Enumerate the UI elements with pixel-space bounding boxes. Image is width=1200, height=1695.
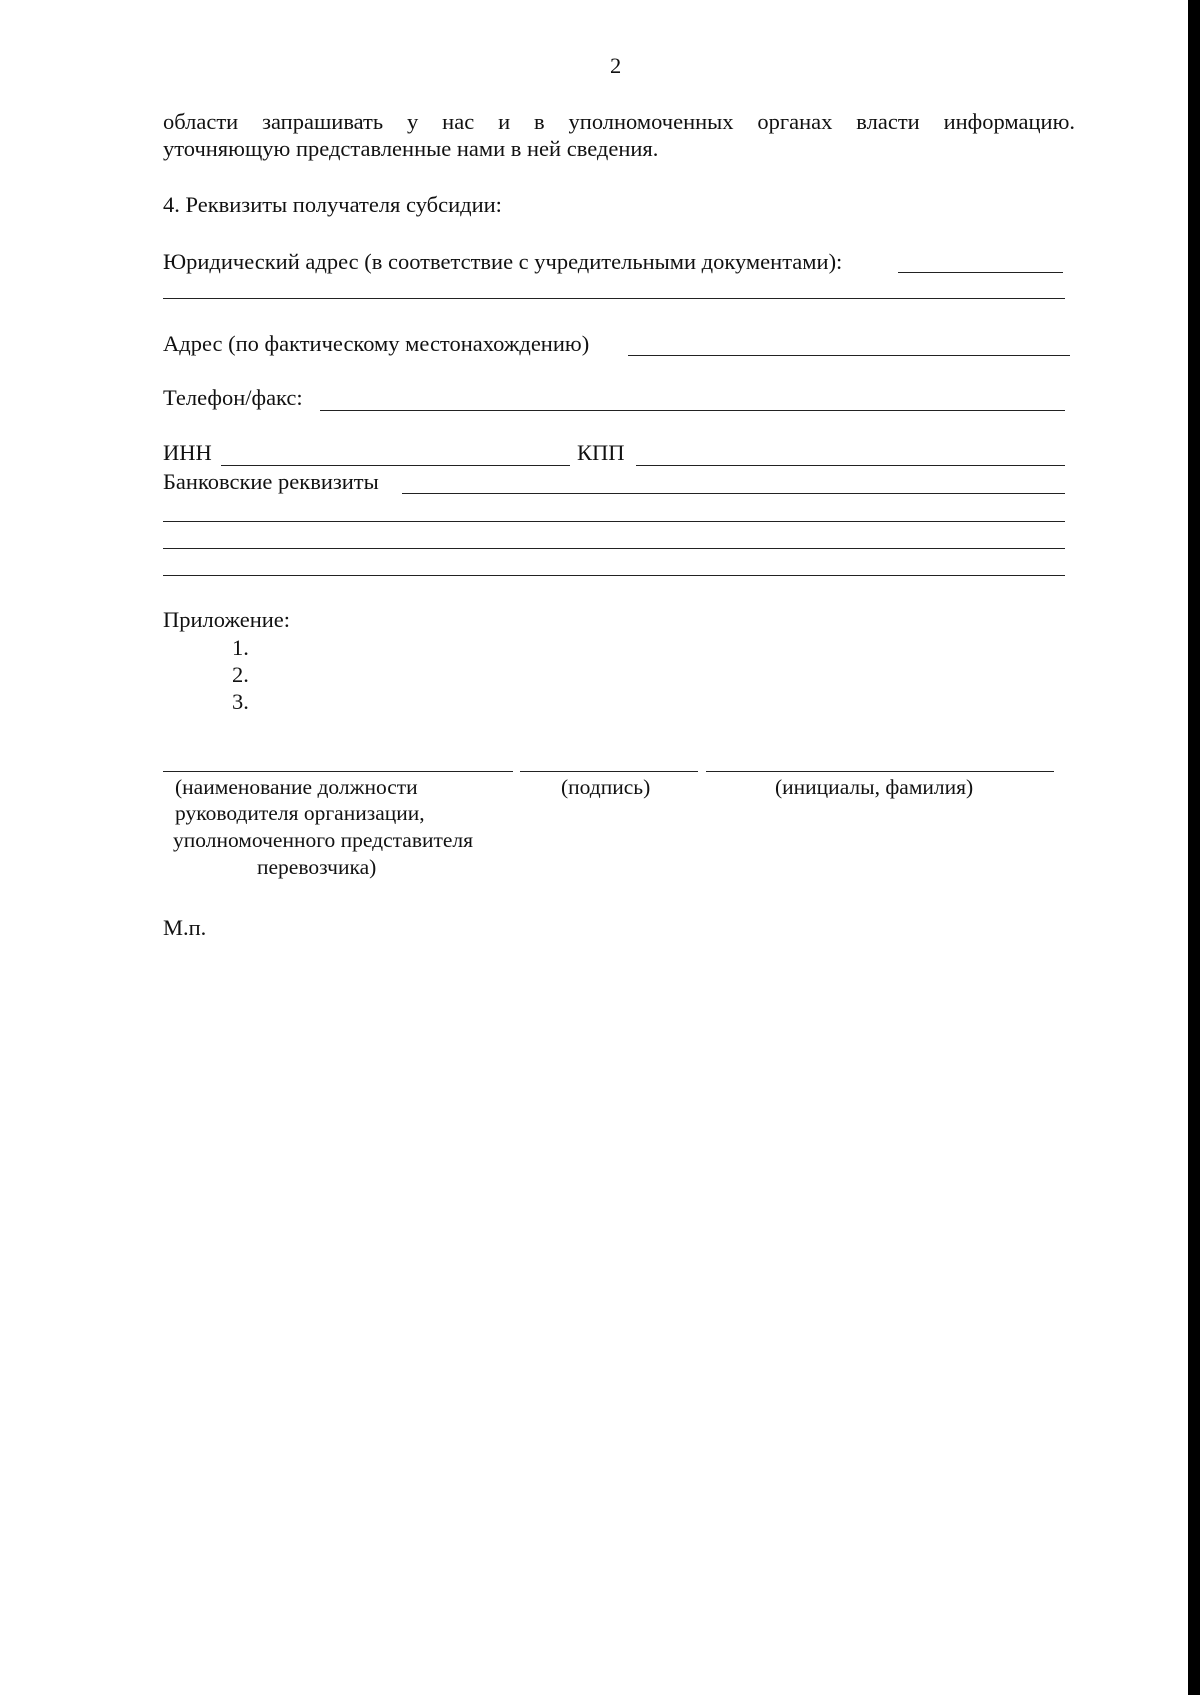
- intro-paragraph: [163, 108, 1075, 162]
- position-caption-line-4: перевозчика): [257, 855, 377, 879]
- name-caption: (инициалы, фамилия): [775, 775, 974, 799]
- inn-line[interactable]: [221, 465, 570, 466]
- stamp-place-label: М.п.: [163, 915, 207, 940]
- signature-caption: (подпись): [561, 775, 651, 799]
- position-signature-line[interactable]: [163, 771, 513, 772]
- bank-details-line-4[interactable]: [163, 575, 1065, 576]
- actual-address-line[interactable]: [628, 355, 1070, 356]
- position-caption-line-1: (наименование должности: [175, 775, 418, 799]
- actual-address-label: Адрес (по фактическому местонахождению): [163, 331, 590, 356]
- bank-details-line[interactable]: [402, 493, 1065, 494]
- position-caption-line-3: уполномоченного представителя: [173, 828, 474, 852]
- section-heading: 4. Реквизиты получателя субсидии:: [163, 192, 502, 217]
- phone-fax-line[interactable]: [320, 410, 1065, 411]
- legal-address-label: Юридический адрес (в соответствие с учредительными документами):: [163, 249, 843, 274]
- bank-details-line-3[interactable]: [163, 548, 1065, 549]
- position-caption-line-2: руководителя организации,: [175, 801, 425, 825]
- scan-edge-border: [1188, 0, 1200, 1695]
- bank-details-line-2[interactable]: [163, 521, 1065, 522]
- intro-line-1: области запрашивать у нас и в уполномоченных органах власти информацию.: [163, 109, 1075, 134]
- kpp-label: КПП: [577, 440, 625, 465]
- page-number: 2: [610, 53, 622, 78]
- attachment-item-1: 1.: [232, 635, 249, 660]
- intro-line-2: уточняющую представленные нами в ней сведения.: [163, 136, 659, 161]
- attachment-item-3: 3.: [232, 689, 249, 714]
- bank-details-label: Банковские реквизиты: [163, 469, 379, 494]
- legal-address-line-2[interactable]: [163, 298, 1065, 299]
- attachment-label: Приложение:: [163, 607, 291, 632]
- legal-address-line[interactable]: [898, 272, 1063, 273]
- phone-fax-label: Телефон/факс:: [163, 385, 303, 410]
- attachment-item-2: 2.: [232, 662, 249, 687]
- name-signature-line[interactable]: [706, 771, 1054, 772]
- kpp-line[interactable]: [636, 465, 1065, 466]
- signature-line[interactable]: [520, 771, 698, 772]
- inn-label: ИНН: [163, 440, 212, 465]
